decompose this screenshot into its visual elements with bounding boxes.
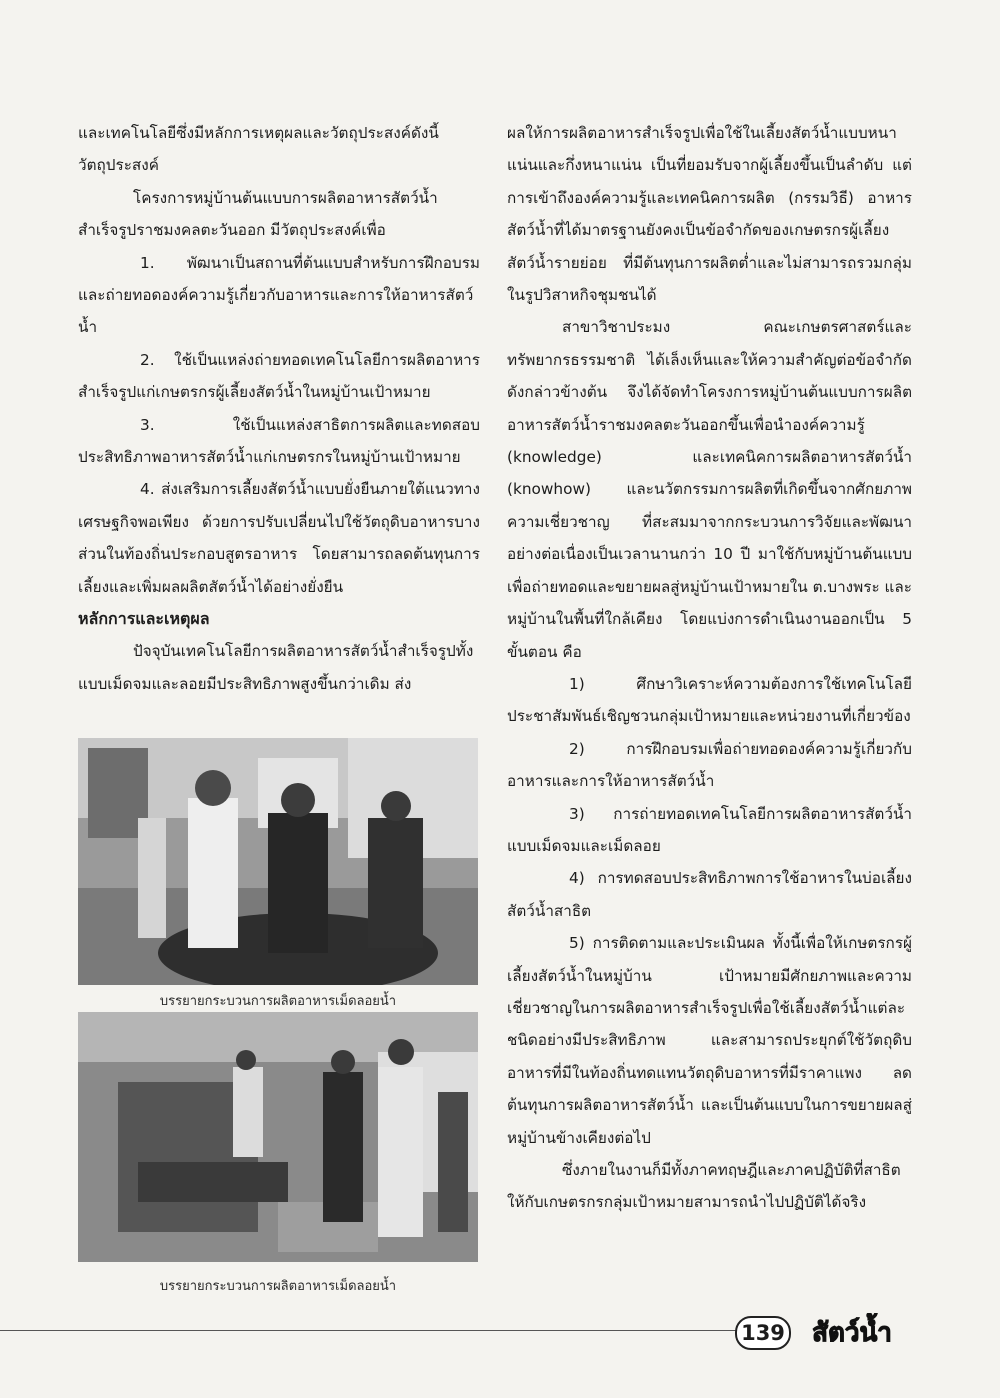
magazine-logo-text: สัตว์น้ำ [812, 1318, 892, 1348]
photo-caption-1: บรรยายกระบวนการผลิตอาหารเม็ดลอยน้ำ [159, 994, 397, 1009]
step-5: 5) การติดตามและประเมินผล ทั้งนี้เพื่อให้เกษตรกรผู้เลี้ยงสัตว์น้ำในหมู่บ้าน เป้าหมายมีศักยภาพและความเชี่ยวชาญในการผลิตอาหารสำเร็จรูปเพื่อใช้เลี้ยงสัตว์น้ำแต่ละชนิดอย่างมีประสิทธิภาพ และสามารถประยุกต์ใช้วัตถุดิบอาหารที่มีในท้องถิ่นทดแทนวัตถุดิบอาหารที่มีราคาแพง ลดต้นทุนการผลิตอาหารสัตว์น้ำ และเป็นต้นแบบในการขยายผลสู่หมู่บ้านข้างเคียงต่อไป [507, 934, 912, 1147]
right-paragraph-3: ซึ่งภายในงานก็มีทั้งภาคทฤษฎีและภาคปฏิบัติที่สาธิตให้กับเกษตรกรกลุ่มเป้าหมายสามารถนำไปปฏิบัติได้จริง [507, 1161, 901, 1212]
step-4: 4) การทดสอบประสิทธิภาพการใช้อาหารในบ่อเลี้ยงสัตว์น้ำสาธิต [507, 869, 912, 920]
left-paragraph-2: โครงการหมู่บ้านต้นแบบการผลิตอาหารสัตว์น้ำสำเร็จรูปราชมงคลตะวันออก มีวัตถุประสงค์เพื่อ [78, 188, 438, 240]
photo-feed-production-lecture-2 [78, 1012, 478, 1262]
left-paragraph-3: ปัจจุบันเทคโนโลยีการผลิตอาหารสัตว์น้ำสำเร็จรูปทั้งแบบเม็ดจมและลอยมีประสิทธิภาพสูงขึ้นกว่าเดิม ส่ง [78, 642, 474, 693]
photo-feed-production-lecture-1 [78, 738, 478, 985]
left-column [78, 117, 480, 700]
step-2: 2) การฝึกอบรมเพื่อถ่ายทอดองค์ความรู้เกี่ยวกับอาหารและการให้อาหารสัตว์น้ำ [507, 739, 912, 791]
objective-item-2: 2. ใช้เป็นแหล่งถ่ายทอดเทคโนโลยีการผลิตอาหารสำเร็จรูปแก่เกษตรกรผู้เลี้ยงสัตว์น้ำในหมู่บ้านเป้าหมาย [78, 350, 480, 402]
footer-rule [0, 1330, 738, 1331]
page-number: 139 [735, 1316, 791, 1350]
section-heading: หลักการและเหตุผล [78, 609, 210, 629]
right-paragraph-1: ผลให้การผลิตอาหารสำเร็จรูปเพื่อใช้ในเลี้ยงสัตว์น้ำแบบหนาแน่นและกึ่งหนาแน่น เป็นที่ยอมรับจากผู้เลี้ยงขึ้นเป็นลำดับ แต่การเข้าถึงองค์ความรู้และเทคนิคการผลิต (กรรมวิธี) อาหารสัตว์น้ำที่ได้มาตรฐานยังคงเป็นข้อจำกัดของเกษตรกรผู้เลี้ยงสัตว์น้ำรายย่อย ที่มีต้นทุนการผลิตต่ำและไม่สามารถรวมกลุ่มในรูปวิสาหกิจชุมชนได้ [507, 124, 912, 305]
right-paragraph-2: สาขาวิชาประมง คณะเกษตรศาสตร์และทรัพยากรธรรมชาติ ได้เล็งเห็นและให้ความสำคัญต่อข้อจำกัดดังกล่าวข้างต้น จึงได้จัดทำโครงการหมู่บ้านต้นแบบการผลิตอาหารสัตว์น้ำราชมงคลตะวันออกขึ้นเพื่อนำองค์ความรู้ (knowledge) และเทคนิคการผลิตอาหารสัตว์น้ำ (knowhow) และนวัตกรรมการผลิตที่เกิดขึ้นจากศักยภาพความเชี่ยวชาญ ที่สะสมมาจากกระบวนการวิจัยและพัฒนาอย่างต่อเนื่องเป็นเวลานานกว่า 10 ปี มาใช้กับหมู่บ้านต้นแบบเพื่อถ่ายทอดและขยายผลสู่หมู่บ้านเป้าหมายใน ต.บางพระ และหมู่บ้านในพื้นที่ใกล้เคียง โดยแบ่งการดำเนินงานออกเป็น 5 ขั้นตอน คือ [507, 318, 912, 661]
magazine-logo [796, 1313, 908, 1349]
step-1: 1) ศึกษาวิเคราะห์ความต้องการใช้เทคโนโลยีประชาสัมพันธ์เชิญชวนกลุ่มเป้าหมายและหน่วยงานที่เกี่ยวข้อง [507, 674, 912, 726]
objective-item-3: 3. ใช้เป็นแหล่งสาธิตการผลิตและทดสอบประสิทธิภาพอาหารสัตว์น้ำแก่เกษตรกรในหมู่บ้านเป้าหมาย [78, 415, 480, 467]
right-column [507, 117, 912, 1219]
objective-item-4: 4. ส่งเสริมการเลี้ยงสัตว์น้ำแบบยั่งยืนภายใต้แนวทางเศรษฐกิจพอเพียง ด้วยการปรับเปลี่ยนไปใช้วัตถุดิบอาหารบางส่วนในท้องถิ่นประกอบสูตรอาหาร โดยสามารถลดต้นทุนการเลี้ยงและเพิ่มผลผลิตสัตว์น้ำได้อย่างยั่งยืน [78, 480, 480, 596]
left-paragraph-1: และเทคโนโลยีซึ่งมีหลักการเหตุผลและวัตถุประสงค์ดังนี้ [78, 124, 439, 142]
objective-item-1: 1. พัฒนาเป็นสถานที่ต้นแบบสำหรับการฝึกอบรมและถ่ายทอดองค์ความรู้เกี่ยวกับอาหารและการให้อาหารสัตว์น้ำ [78, 253, 480, 337]
photo-caption-2: บรรยายกระบวนการผลิตอาหารเม็ดลอยน้ำ [159, 1279, 397, 1294]
left-paragraph-1b: วัตถุประสงค์ [78, 156, 159, 175]
step-3: 3) การถ่ายทอดเทคโนโลยีการผลิตอาหารสัตว์น้ำแบบเม็ดจมและเม็ดลอย [507, 804, 912, 855]
